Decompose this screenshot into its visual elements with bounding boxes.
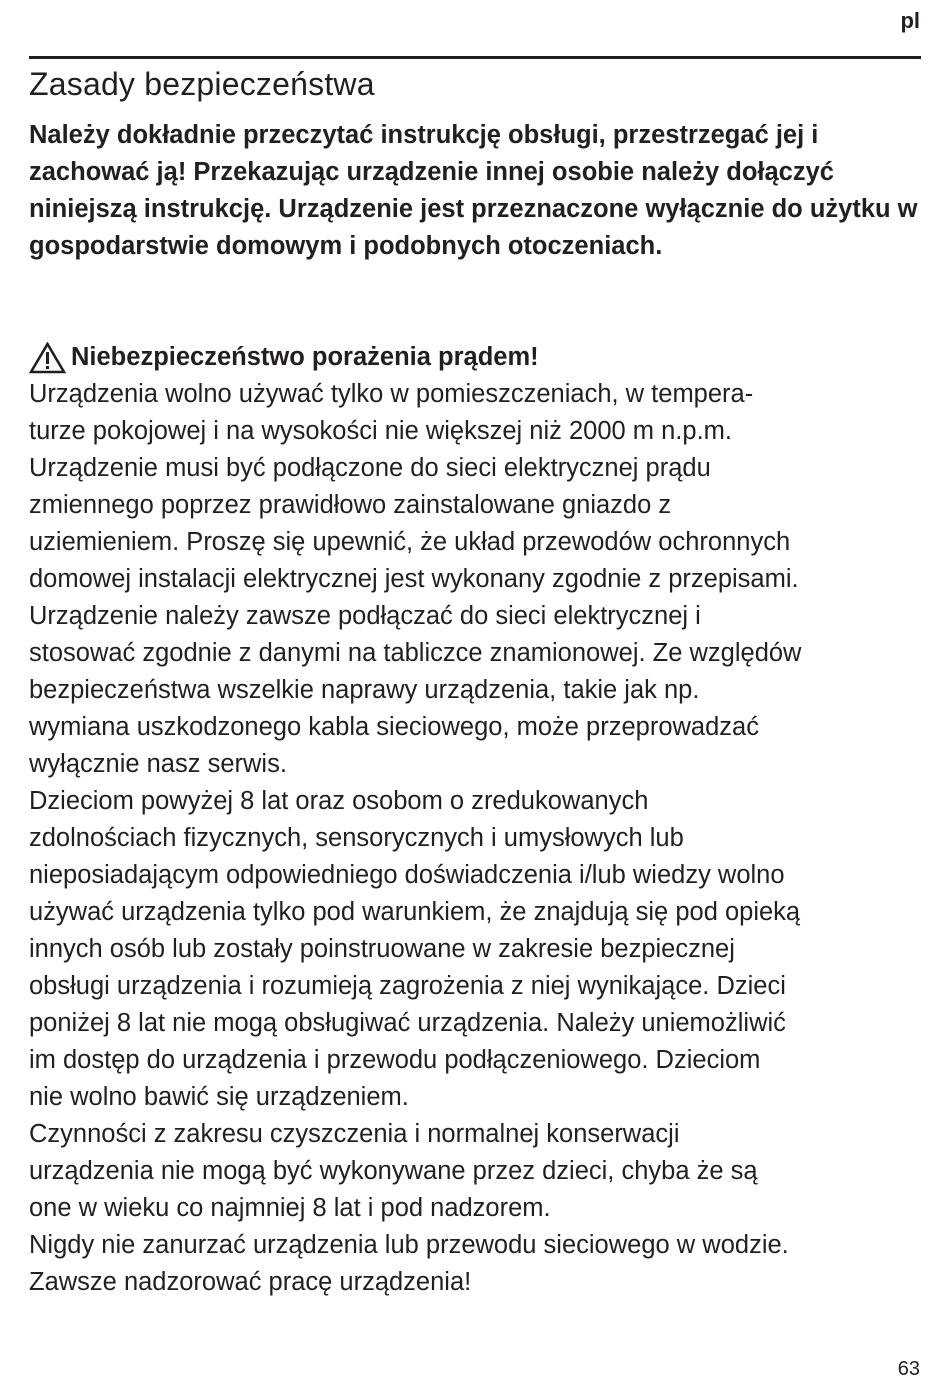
body-line: one w wieku co najmniej 8 lat i pod nadzorem.: [29, 1194, 551, 1222]
body-line: innych osób lub zostały poinstruowane w zakresie bezpiecznej: [29, 935, 735, 963]
body-line: obsługi urządzenia i rozumieją zagrożenia z niej wynikające. Dzieci: [29, 972, 786, 1000]
body-line: Urządzenia wolno używać tylko w pomieszczeniach, w tempera-: [29, 380, 754, 408]
page-number: 63: [897, 1358, 920, 1380]
body-line: urządzenia nie mogą być wykonywane przez dzieci, chyba że są: [29, 1157, 758, 1185]
warning-triangle-icon: [29, 342, 71, 374]
body-line: Dzieciom powyżej 8 lat oraz osobom o zredukowanych: [29, 787, 649, 815]
language-tag: pl: [900, 8, 920, 33]
body-line: używać urządzenia tylko pod warunkiem, że znajdują się pod opieką: [29, 898, 801, 926]
body-line: nie wolno bawić się urządzeniem.: [29, 1083, 409, 1111]
intro-paragraph: Należy dokładnie przeczytać instrukcję obsługi, przestrzegać jej i zachować ją! Przekazując urządzenie innej osobie należy dołączyć niniejszą instrukcję. Urządzenie jest przeznaczone wyłącznie do użytku w gospodarstwie domowym i podobnych otoczeniach.: [29, 121, 918, 260]
body-line: zdolnościach fizycznych, sensorycznych i umysłowych lub: [29, 824, 684, 852]
body-line: wymiana uszkodzonego kabla sieciowego, może przeprowadzać: [29, 713, 759, 741]
body-line: zmiennego poprzez prawidłowo zainstalowane gniazdo z: [29, 491, 672, 519]
body-line: Urządzenie należy zawsze podłączać do sieci elektrycznej i: [29, 602, 701, 630]
header-rule: [29, 56, 921, 59]
body-line: bezpieczeństwa wszelkie naprawy urządzenia, takie jak np.: [29, 676, 700, 704]
body-line: stosować zgodnie z danymi na tabliczce znamionowej. Ze względów: [29, 639, 802, 667]
body-line: Zawsze nadzorować pracę urządzenia!: [29, 1268, 472, 1296]
body-line: nieposiadającym odpowiedniego doświadczenia i/lub wiedzy wolno: [29, 861, 785, 889]
safety-body-text: [29, 376, 924, 1301]
body-line: poniżej 8 lat nie mogą obsługiwać urządzenia. Należy uniemożliwić: [29, 1009, 786, 1037]
body-line: Czynności z zakresu czyszczenia i normalnej konserwacji: [29, 1120, 680, 1148]
body-line: Urządzenie musi być podłączone do sieci elektrycznej prądu: [29, 454, 711, 482]
body-line: im dostęp do urządzenia i przewodu podłączeniowego. Dzieciom: [29, 1046, 761, 1074]
warning-heading: [29, 339, 539, 376]
body-line: uziemieniem. Proszę się upewnić, że układ przewodów ochronnych: [29, 528, 791, 556]
body-line: Nigdy nie zanurzać urządzenia lub przewodu sieciowego w wodzie.: [29, 1231, 789, 1259]
body-line: domowej instalacji elektrycznej jest wykonany zgodnie z przepisami.: [29, 565, 799, 593]
page-title: Zasady bezpieczeństwa: [29, 66, 375, 102]
body-line: turze pokojowej i na wysokości nie większej niż 2000 m n.p.m.: [29, 417, 732, 445]
warning-heading-text: Niebezpieczeństwo porażenia prądem!: [71, 343, 539, 371]
body-line: wyłącznie nasz serwis.: [29, 750, 287, 778]
